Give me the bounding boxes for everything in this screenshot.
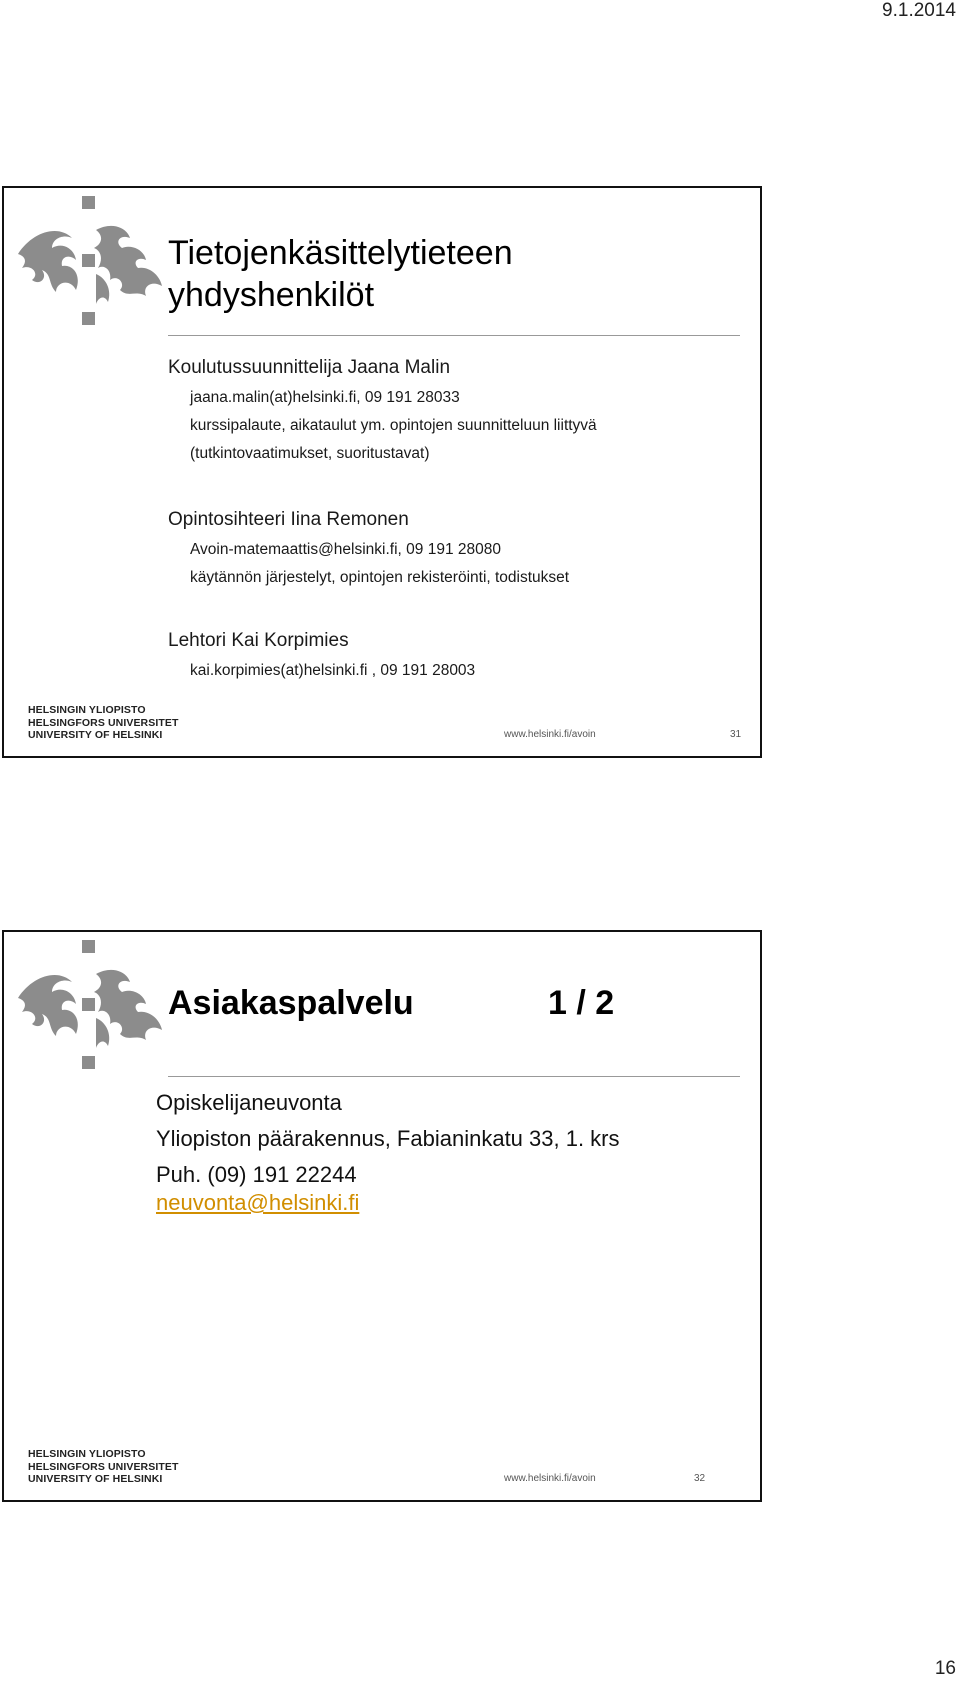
title-divider — [168, 1076, 740, 1077]
university-wordmark: HELSINGIN YLIOPISTO HELSINGFORS UNIVERSITET UNIVERSITY OF HELSINKI — [28, 704, 179, 741]
page-date: 9.1.2014 — [882, 0, 956, 21]
title-line-1: Tietojenkäsittelytieteen — [168, 234, 513, 272]
title-divider — [168, 335, 740, 336]
footer-url: www.helsinki.fi/avoin — [504, 729, 596, 740]
contact-head: Opintosihteeri Iina Remonen — [168, 509, 409, 530]
contact-head: Koulutussuunnittelija Jaana Malin — [168, 357, 451, 378]
slide-number: 31 — [730, 729, 742, 740]
slide-title — [168, 982, 748, 1024]
contact-line: Avoin-matemaattis@helsinki.fi, 09 191 28080 — [190, 541, 501, 558]
service-name: Opiskelijaneuvonta — [156, 1090, 342, 1115]
contact-line: käytännön järjestelyt, opintojen rekisteröinti, todistukset — [190, 569, 570, 586]
contact-line: (tutkintovaatimukset, suoritustavat) — [190, 445, 430, 462]
title-text: Asiakaspalvelu — [168, 984, 414, 1022]
service-email-link[interactable]: neuvonta@helsinki.fi — [156, 1190, 360, 1215]
contact-line: kai.korpimies(at)helsinki.fi , 09 191 28003 — [190, 662, 476, 679]
flame-logo-icon — [12, 194, 168, 338]
slide-title — [168, 232, 728, 316]
title-line-2: yhdyshenkilöt — [168, 276, 375, 314]
contact-line: kurssipalaute, aikataulut ym. opintojen suunnitteluun liittyvä — [190, 417, 597, 434]
contact-malin — [168, 352, 748, 468]
contact-head: Lehtori Kai Korpimies — [168, 630, 349, 651]
flame-logo-icon — [12, 938, 168, 1082]
slide-number: 32 — [694, 1473, 706, 1484]
slide-31 — [2, 186, 762, 758]
slide-32 — [2, 930, 762, 1502]
contact-line: jaana.malin(at)helsinki.fi, 09 191 28033 — [190, 389, 460, 406]
service-address: Yliopiston päärakennus, Fabianinkatu 33, 1. krs — [156, 1126, 620, 1151]
page-number: 16 — [934, 1658, 956, 1679]
title-page: 1 / 2 — [548, 984, 615, 1022]
university-wordmark: HELSINGIN YLIOPISTO HELSINGFORS UNIVERSITET UNIVERSITY OF HELSINKI — [28, 1448, 179, 1485]
contact-korpimies — [168, 625, 748, 685]
footer-url: www.helsinki.fi/avoin — [504, 1473, 596, 1484]
service-phone: Puh. (09) 191 22244 — [156, 1162, 357, 1187]
contact-remonen — [168, 504, 748, 592]
